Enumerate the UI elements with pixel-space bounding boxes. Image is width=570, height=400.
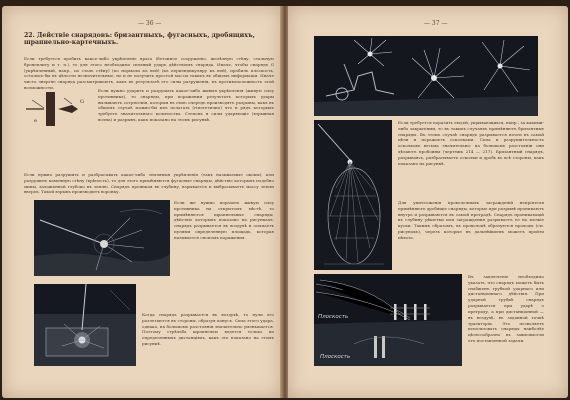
left-page-number: — 36 — (138, 20, 162, 27)
right-paragraph-2: Для уничтоженія проволочныхъ загражденій непріятеля примѣняютъ дробящіе снаряды, которые при разрывѣ проникаютъ внутрь и разрываются въ самой преградѣ. Снарядъ проникающій въ глубину рѣшетки или заграждения разрываетъ ее на мелкіе куски. Такимъ образомъ, въ проволокѣ образуются проходы (см. рисунокъ), черезъ которые въ дальнѣйшемъ можетъ пройти пѣхота. (398, 200, 544, 240)
svg-text:e: e (34, 118, 37, 124)
right-paragraph-3: Въ заключеніе необходимо указать, что снарядъ можетъ быть снабженъ трубкой ударнаго или дистанціоннаго дѣйствія. При ударной трубкѣ снарядъ разрывается при ударѣ о преграду, а при дистанціонной — въ воздухѣ, въ заданной точкѣ траекторіи. Это позволяетъ использовать снаряды наиболѣе цѣлесообразно въ зависимости отъ поставленной задачи. (468, 274, 544, 343)
shrapnel-sheaf-photo (314, 120, 392, 270)
fragment-spray-photo (314, 36, 538, 116)
left-page (2, 6, 282, 398)
trench-section-photo (314, 274, 462, 366)
left-paragraph-3: Если нужно разрушить и разбрасывать какое-либо земляныя укрѣпленія (такъ называемые окопы), или разрушить каменную стѣну (крѣпость), то для этого примѣняются фугасные снаряды, дѣйствіе которыхъ подобно мины, заложенной глубоко въ землю. Снарядъ проникая въ глубину, взрывается и выбрасываетъ массу земли вверхъ. Такой взрывъ производитъ воронку. (24, 172, 274, 195)
left-paragraph-1: Если требуется пробить какое-либо укрѣпленіе врага (бетонное сооруженіе, желѣзную стѣну, стальную бронеплиту и т. п.), то для этого необходимо сильный ударъ дѣйствіемъ снаряда. Иначе, чтобы снарядъ G (укрѣпленный, напр., по сталь стѣну) (по нормали къ ней) (къ перпендикуляру къ ней), пробилъ плоскость, остались-бы въ цѣлости незначительные, но и не получить простой массы такихъ въ общемъ информаціи. Иначе чисто энергію снаряда разсматриваютъ, какъ въ результатѣ его силы разрушенія, въ противоположность этой возможности. (24, 56, 274, 91)
left-paragraph-4: Если же нужно поразить живую силу противника на открытомъ мѣстѣ, то примѣняются шрапнельные снаряды, дѣйствіе которыхъ показано на рисункахъ: снарядъ разрывается въ воздухѣ и осыпаетъ пулями определенную площадь, которая называется снопомъ поражения. (174, 200, 274, 240)
right-paragraph-1: Если требуется поразить людей, укрывающихся, напр., за какими-либо закрытіями, то въ такихъ случаяхъ примѣняютъ бризантные снаряды. Въ этомъ случаѣ снарядъ разрывается почти въ самой цѣли и поражаетъ осколками. Сила и разрушительность осколковъ весьма значительна: на большомъ разстояніи они дѣлаютъ пробоины (чертежъ 214 — 217). Бризантный снарядъ, разрываясь, разбрасываетъ осколки и дробь во всѣ стороны, какъ показано на рисункѣ. (398, 120, 544, 166)
explosion-photo (34, 200, 170, 276)
svg-text:G: G (80, 99, 84, 105)
trench-label-top: Плоскость (318, 314, 349, 320)
section-title: 22. Действіе снарядовъ: бризантныхъ, фугасныхъ, дробящихъ, шрапнельно-картечныхъ. (24, 32, 255, 47)
left-paragraph-5: Когда снарядъ разрывается въ воздухѣ, то пули его разлетаются въ стороны, образуя конусъ. Сила этого удара, однако, на большомъ разстояніи значительно уменьшается. Поэтому стрѣльба шрапнелью ведется только на определенныхъ дистанціяхъ, какъ это показано на этомъ рисункѣ. (142, 312, 274, 347)
right-page (288, 6, 568, 398)
trench-label-bottom: Плоскость (320, 354, 351, 360)
underground-blast-photo (34, 284, 136, 366)
projectile-sketch (24, 88, 94, 130)
left-paragraph-2: Если нужно ударить и разрушать какое-либо живыя укрѣпленія (живую силу противника), то снаряды, при поражении результатъ которыхъ удары вызываютъ сотрясенія, которыя въ свою очередь производятъ разрывы, какъ въ общемъ случаѣ можно-бы ихъ полагать (гіпотетично) что и рядъ которыхъ требуетъ значительнаго количества. Степень и силы ударяющіе (взрывная волна) и разрывъ, какъ показано на этомъ рисункѣ. (98, 88, 274, 123)
right-page-number: — 37 — (424, 20, 448, 27)
